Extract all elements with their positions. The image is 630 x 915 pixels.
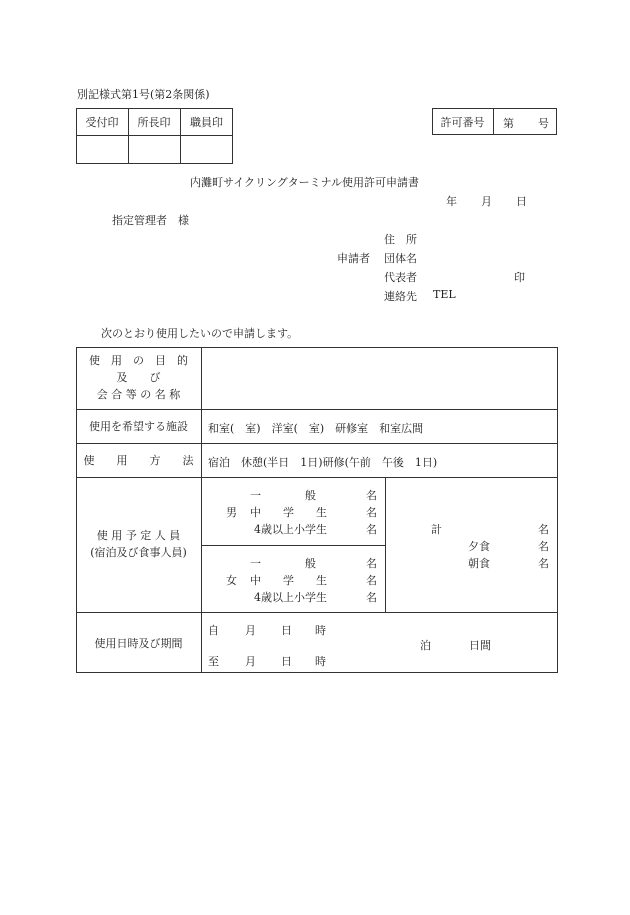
facility-label: 使用を希望する施設 [89, 420, 188, 433]
intro-text: 次のとおり使用したいので申請します。 [101, 327, 299, 340]
male-label: 男 [226, 506, 237, 519]
female-general-unit: 名 [366, 557, 377, 570]
purpose-label [76, 352, 201, 403]
people-label-line1: 使 用 予 定 人 員 [96, 529, 181, 542]
breakfast-label: 朝食 [468, 557, 490, 570]
purpose-label-line1: 使 用 の 目 的 [89, 354, 188, 367]
applicant-tel-label: TEL [433, 288, 456, 301]
method-options: 宿泊 休憩(半日 1日)研修(午前 午後 1日) [208, 456, 438, 469]
period-from: 自 [208, 624, 219, 637]
purpose-label-line2: 及 び [116, 371, 161, 384]
period-to-day: 日 [281, 655, 292, 668]
applicant-seal-mark: 印 [514, 271, 525, 284]
period-from-hour: 時 [315, 624, 326, 637]
male-general-unit: 名 [366, 489, 377, 502]
female-middle-label: 中 学 生 [250, 574, 327, 587]
form-number: 別記様式第1号(第2条関係) [77, 88, 210, 101]
purpose-label-line3: 会 合 等 の 名 称 [96, 388, 181, 401]
applicant-group-label: 団体名 [384, 252, 417, 265]
period-from-day: 日 [281, 624, 292, 637]
dinner-unit: 名 [538, 540, 549, 553]
total-unit: 名 [538, 523, 549, 536]
breakfast-unit: 名 [538, 557, 549, 570]
stamp-director-label: 所長印 [137, 115, 171, 129]
facility-options: 和室( 室) 洋室( 室) 研修室 和室広間 [208, 422, 424, 435]
female-child-label: 4歳以上小学生 [254, 591, 327, 604]
male-middle-unit: 名 [366, 506, 377, 519]
period-nights: 泊 [420, 639, 431, 652]
date-day: 日 [516, 195, 527, 208]
female-child-unit: 名 [366, 591, 377, 604]
female-middle-unit: 名 [366, 574, 377, 587]
period-from-month: 月 [245, 624, 256, 637]
permit-dai: 第 [503, 117, 514, 130]
applicant-heading: 申請者 [337, 252, 370, 265]
people-label-line2: (宿泊及び食事人員) [90, 546, 187, 559]
male-child-label: 4歳以上小学生 [254, 523, 327, 536]
female-general-label: 一 般 [250, 557, 316, 570]
applicant-representative-label: 代表者 [384, 271, 417, 284]
male-child-unit: 名 [366, 523, 377, 536]
stamp-reception-label: 受付印 [85, 115, 119, 129]
permit-number-label: 許可番号 [440, 115, 485, 129]
period-days: 日間 [469, 639, 491, 652]
period-to: 至 [208, 655, 219, 668]
total-label: 計 [431, 523, 442, 536]
people-label [76, 527, 201, 561]
date-month: 月 [481, 195, 492, 208]
dinner-label: 夕食 [468, 540, 490, 553]
male-general-label: 一 般 [250, 489, 316, 502]
stamp-staff-label: 職員印 [190, 115, 223, 129]
permit-go: 号 [538, 117, 549, 130]
period-to-month: 月 [245, 655, 256, 668]
period-to-hour: 時 [315, 655, 326, 668]
applicant-contact-label: 連絡先 [384, 290, 417, 303]
period-label: 使用日時及び期間 [94, 636, 183, 650]
applicant-address-label: 住 所 [384, 233, 417, 246]
female-label: 女 [226, 574, 237, 587]
date-year: 年 [446, 195, 457, 208]
method-label: 使 用 方 法 [83, 454, 194, 467]
page-title: 内灘町サイクリングターミナル使用許可申請書 [190, 176, 420, 189]
male-middle-label: 中 学 生 [250, 506, 327, 519]
addressee: 指定管理者 様 [112, 214, 189, 227]
